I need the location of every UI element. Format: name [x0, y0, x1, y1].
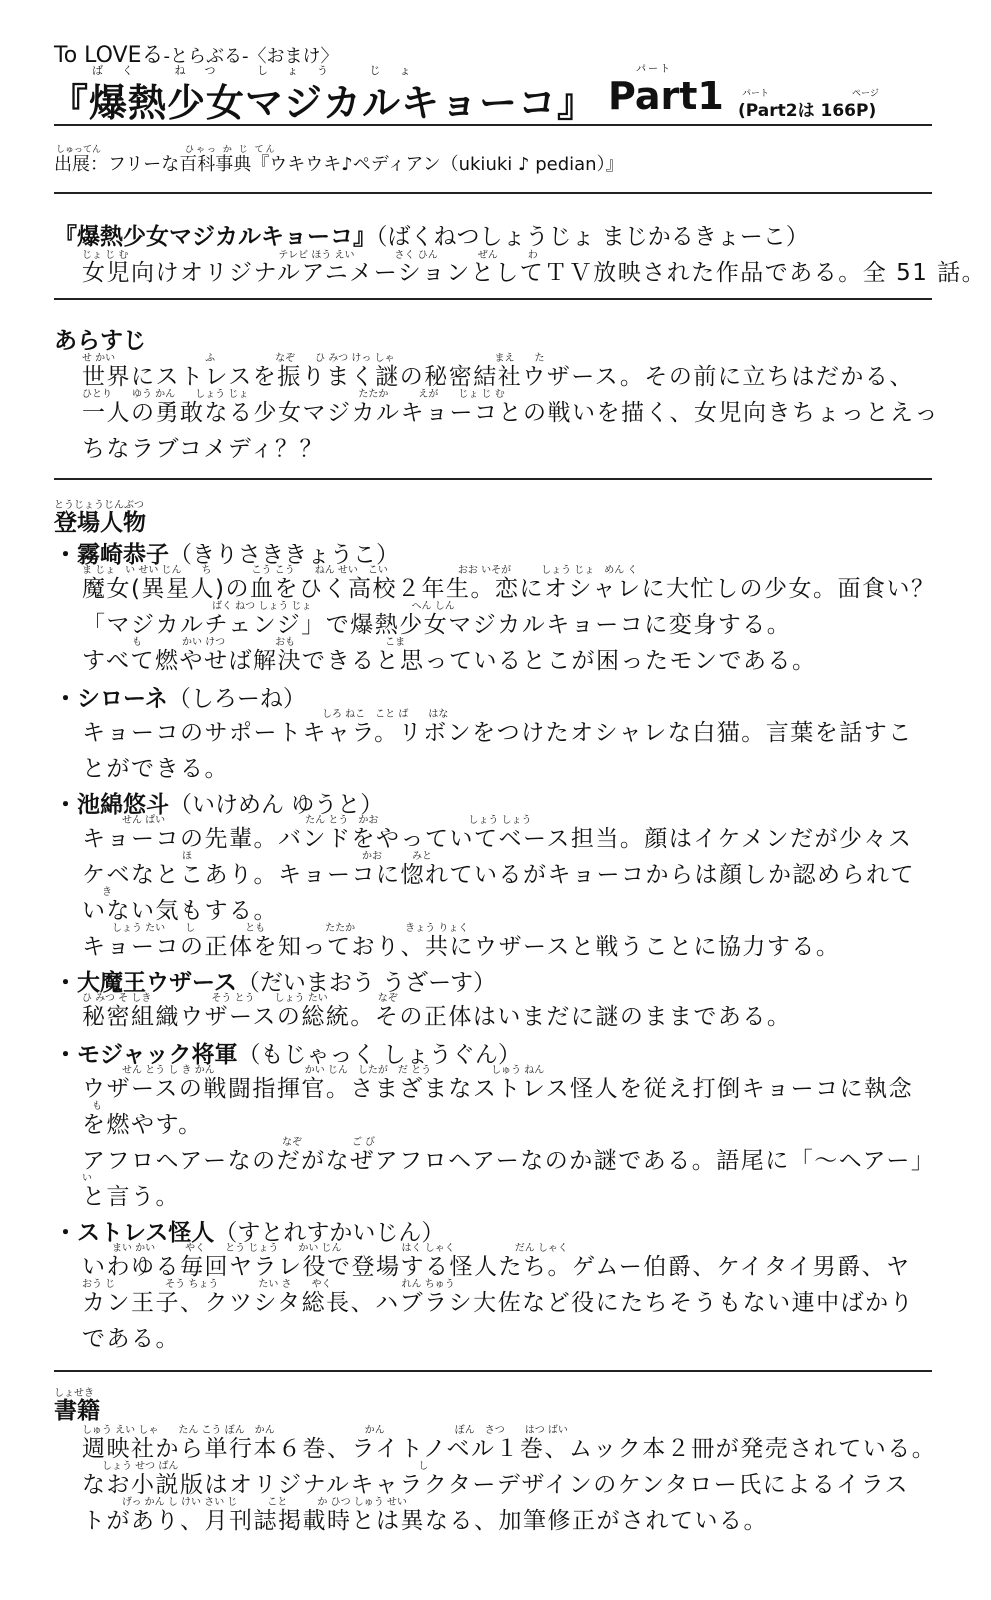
ruby-annotation: ばく ねつ しょう じょ へん しん — [82, 601, 455, 612]
characters-heading-ruby: とうじょうじんぶつ — [54, 500, 144, 511]
body-line: 秘密組織ウザースの総統。その正体はいまだに謎のままである。 — [82, 1004, 792, 1030]
books-heading-ruby: しょせき — [54, 1388, 94, 1399]
body-line: ケベなとこあり。キョーコに惚れているがキョーコからは顔しか認められて — [82, 862, 915, 888]
body-line: カン王子、クツシタ総長、ハブラシ大佐など役にたちそうもない連中ばかり — [82, 1290, 915, 1316]
series-subtitle: -とらぶる-〈おまけ〉 — [163, 46, 339, 67]
books-heading: 書籍 — [54, 1398, 100, 1424]
ruby-annotation: も かい けつ おも こま — [82, 637, 406, 648]
ruby-annotation: しょう たい し とも たたか きょう りょく — [82, 923, 469, 934]
body-line: なお小説版はオリジナルキャラクターデザインのケンタロー氏によるイラス — [82, 1472, 910, 1498]
intro-title-bold: 『爆熱少女マジカルキョーコ』 — [54, 224, 376, 250]
part-note: (Part2は 166P) — [738, 101, 877, 121]
part-note-ruby-2: ページ — [852, 89, 879, 99]
intro-title-reading: （ばくねつしょうじょ まじかるきょーこ） — [376, 224, 809, 250]
character-name: ・池綿悠斗 — [54, 792, 169, 818]
divider — [54, 298, 932, 300]
intro-text: 女児向けオリジナルアニメーションとしてＴＶ放映された作品である。全 51 話。 — [82, 260, 987, 286]
body-line: である。 — [82, 1326, 180, 1352]
ruby-annotation: ま じょ い せい じん ち こう こう ねん せい こい おお いそが しょう じょ めん く — [82, 565, 638, 576]
ruby-annotation: しゅう えい しゃ たん こう ぼん かん かん ぼん さつ はつ ばい — [82, 1425, 568, 1436]
ruby-annotation: せ かい ふ なぞ ひ みつ けっ しゃ まえ た — [82, 353, 545, 364]
body-line: と言う。 — [82, 1184, 180, 1210]
divider — [54, 1370, 932, 1372]
ruby-annotation: まい かい やく とう じょう かい じん はく しゃく だん しゃく — [82, 1243, 568, 1254]
body-line: いわゆる毎回ヤラレ役で登場する怪人たち。ゲムー伯爵、ケイタイ男爵、ヤ — [82, 1254, 911, 1280]
ruby-annotation: なぞ ご び — [82, 1137, 376, 1148]
character-reading: （すとれすかいじん） — [214, 1220, 445, 1246]
ruby-annotation: しょう せつ ばん し — [82, 1461, 429, 1472]
character-reading: （しろーね） — [167, 686, 306, 712]
body-line: キョーコのサポートキャラ。リボンをつけたオシャレな白猫。言葉を話すこ — [82, 720, 913, 746]
ruby-annotation: ひ みつ そ しき そう とう しょう たい なぞ — [82, 993, 398, 1004]
character-name: ・シローネ — [54, 686, 168, 712]
character-name: ・ストレス怪人 — [54, 1220, 215, 1246]
character-reading: （いけめん ゆうと） — [169, 792, 384, 818]
divider — [54, 124, 932, 126]
title-ruby: ばく ねつ しょう じょ — [92, 64, 430, 77]
part-note-ruby-1: パート — [742, 89, 770, 99]
source-citation: 出展：フリーな百科事典『ウキウキ♪ペディアン（ukiuki ♪ pedian）』 — [54, 154, 624, 175]
source-ruby-2: ひゃっ か じ てん — [185, 145, 277, 155]
synopsis-heading: あらすじ — [54, 328, 146, 354]
body-line: ちなラブコメディ？？ — [82, 436, 325, 462]
characters-heading: 登場人物 — [54, 510, 146, 536]
ruby-annotation: しろ ねこ こと ば はな — [82, 709, 449, 720]
source-ruby-1: しゅってん — [56, 145, 102, 155]
part-ruby: パート — [636, 64, 672, 75]
body-line: いない気もする。 — [82, 898, 278, 924]
page-title: 『爆熱少女マジカルキョーコ』 — [50, 81, 597, 125]
ruby-annotation: ひとり ゆう かん しょう じょ たたか えが じょ じ む — [82, 389, 505, 400]
character-name: ・霧崎恭子 — [54, 542, 169, 568]
body-line: 週映社から単行本６巻、ライトノベル１巻、ムック本２冊が発売されている。 — [82, 1436, 937, 1462]
body-line: キョーコの先輩。バンドをやっていてベース担当。顔はイケメンだが少々ス — [82, 826, 913, 852]
body-line: トがあり、月刊誌掲載時とは異なる、加筆修正がされている。 — [82, 1508, 768, 1534]
ruby-annotation: せん とう し き かん かい じん したが だ とう しゅう ねん — [82, 1065, 545, 1076]
ruby-annotation: い — [82, 1173, 92, 1184]
divider — [54, 192, 932, 194]
body-line: キョーコの正体を知っており、共にウザースと戦うことに協力する。 — [82, 934, 841, 960]
ruby-annotation: せん ぱい たん とう かお しょう しょう — [82, 815, 532, 826]
body-line: 「マジカルチェンジ」で爆熱少女マジカルキョーコに変身する。 — [82, 612, 792, 638]
series-name: To LOVEる — [54, 43, 164, 68]
body-line: 世界にストレスを振りまく謎の秘密結社ウザース。その前に立ちはだかる、 — [82, 364, 914, 390]
ruby-annotation: も — [82, 1101, 102, 1112]
ruby-annotation: き — [82, 887, 112, 898]
character-reading: （もじゃっく しょうぐん） — [237, 1042, 521, 1068]
character-name: ・大魔王ウザース — [54, 970, 237, 996]
body-line: とができる。 — [82, 756, 229, 782]
character-reading: （だいまおう うざーす） — [236, 970, 497, 996]
body-line: 一人の勇敢なる少女マジカルキョーコとの戦いを描く、女児向きちょっとえっ — [82, 400, 940, 426]
body-line: アフロヘアーなのだがなぜアフロヘアーなのか謎である。語尾に「〜ヘアー」 — [82, 1148, 936, 1174]
intro-ruby: じょ じ む テレビ ほう えい さく ひん ぜん わ — [82, 250, 538, 261]
body-line: 魔女(異星人)の血をひく高校２年生。恋にオシャレに大忙しの少女。面食い？ — [82, 576, 936, 602]
body-line: すべて燃やせば解決できると思っているとこが困ったモンである。 — [82, 648, 817, 674]
divider — [54, 478, 932, 480]
ruby-annotation: おう じ そう ちょう たい さ やく れん ちゅう — [82, 1279, 455, 1290]
character-reading: （きりさききょうこ） — [169, 542, 399, 568]
character-name: ・モジャック将軍 — [54, 1042, 238, 1068]
body-line: を燃やす。 — [82, 1112, 203, 1138]
body-line: ウザースの戦闘指揮官。さまざまなストレス怪人を従え打倒キョーコに執念 — [82, 1076, 914, 1102]
ruby-annotation: げっ かん し けい さい じ こと か ひつ しゅう せい — [82, 1497, 407, 1508]
part-label: Part1 — [608, 74, 724, 118]
ruby-annotation: ほ かお みと — [82, 851, 432, 862]
